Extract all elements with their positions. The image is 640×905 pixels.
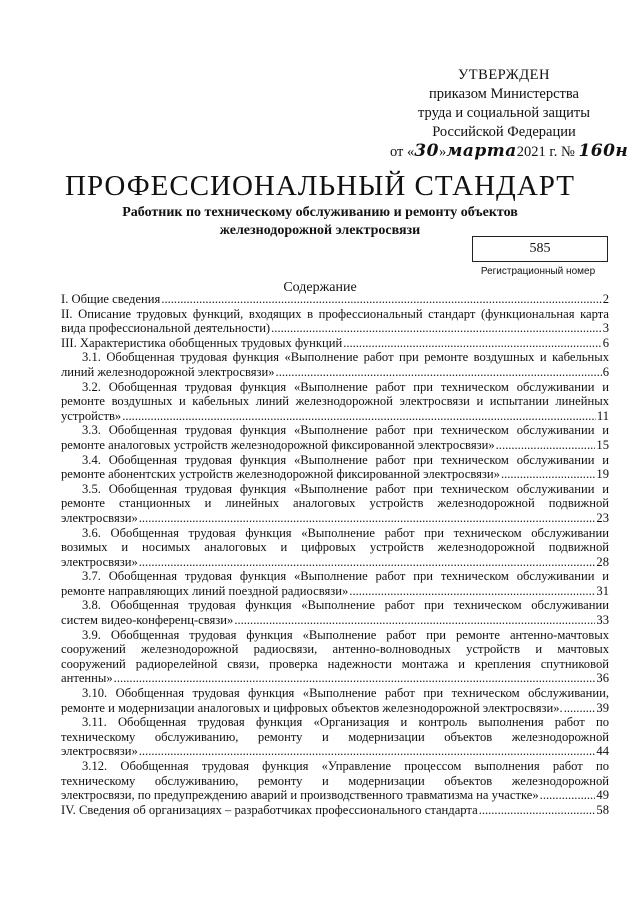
toc-leader-dots [343,336,602,351]
toc-page-number: 3 [602,321,609,336]
toc-entry-text: ремонте направляющих линий поездной радиосвязи» [61,583,349,598]
approval-stamp [390,66,629,162]
registration-number-box: 585 [472,236,608,262]
toc-page-number: 19 [596,467,609,482]
toc-page-number: 2 [602,292,609,306]
toc-page-number: 36 [596,671,609,686]
toc-entry-text: 3.2. Обобщенная трудовая функция «Выполнение работ при техническом обслуживании и [82,379,609,394]
toc-entry [61,715,609,759]
toc-leader-dots [271,321,602,336]
toc-entry-text: 3.3. Обобщенная трудовая функция «Выполнение работ при техническом обслуживании и [82,423,609,438]
toc-title: Содержание [283,280,357,295]
toc-entry-text: электросвязи, по предупреждению аварий и производственного травматизма на участке» [61,788,539,803]
toc-entry-text: техническому обслуживанию, ремонту и модернизации объектов железнодорожной [61,773,609,788]
approval-date: от «30»марта2021 г. № 160н [390,141,629,161]
toc-leader-dots [501,467,595,482]
toc-entry-text: линий железнодорожной электросвязи» [61,364,275,379]
document-subtitle [0,204,640,240]
toc-entry-text: ремонте станционных и линейных аналоговых устройств железнодорожной подвижной [61,496,609,511]
handwritten-day: 30 [414,141,439,161]
toc-entry-text: 3.5. Обобщенная трудовая функция «Выполнение работ при техническом обслуживании и [82,481,609,496]
toc-entry-text: ремонте абонентских устройств железнодорожной фиксированной электросвязи» [61,467,500,482]
toc-page-number: 23 [596,510,609,525]
toc-entry [61,350,609,379]
toc-page-number: 39 [596,700,609,715]
toc-entry-text: сооружений радиорелейной связи, проверка надежности монтажа и крепления спутниковой [61,656,609,671]
toc-entry [61,803,609,818]
toc-entry [61,380,609,424]
toc-leader-dots [479,803,596,818]
toc-entry-text: ремонте и модернизации аналоговых и цифровых объектов железнодорожной электросвязи». [61,700,563,715]
toc-entry [61,759,609,803]
toc-entry-text: электросвязи» [61,510,138,525]
toc-entry [61,526,609,570]
toc-entry [61,336,609,351]
toc-entry-text: 3.10. Обобщенная трудовая функция «Выполнение работ при техническом обслуживании, [82,686,609,701]
toc-page-number: 15 [596,437,609,452]
toc-entry [61,482,609,526]
toc-entry [61,307,609,336]
toc-page-number: 31 [596,583,609,598]
toc-leader-dots [139,744,596,759]
approval-heading: УТВЕРЖДЕН [458,67,550,83]
toc-leader-dots [234,613,595,628]
toc-entry-text: 3.11. Обобщенная трудовая функция «Организация и контроль выполнения работ по [82,715,609,730]
document-title: ПРОФЕССИОНАЛЬНЫЙ СТАНДАРТ [65,170,575,202]
toc-entry-text: систем видео-конференц-связи» [61,613,234,628]
toc-entry-text: I. Общие сведения [61,292,161,306]
toc-page-number: 28 [596,554,609,569]
toc-page-number: 49 [596,788,609,803]
toc-leader-dots [114,671,596,686]
approval-line: приказом Министерства [429,86,579,102]
toc-entry-text: ремонте аналоговых устройств железнодорожной фиксированной электросвязи» [61,437,495,452]
toc-entry-text: устройств» [61,408,122,423]
toc-entry [61,686,609,715]
toc-page-number: 6 [602,364,609,379]
toc-leader-dots [564,701,596,716]
toc-entry-text: техническому обслуживанию, ремонту и модернизации объектов железнодорожной [61,729,609,744]
toc-page-number: 33 [596,613,609,628]
toc-leader-dots [540,788,596,803]
toc-entry-text: 3.7. Обобщенная трудовая функция «Выполнение работ при техническом обслуживании и [82,569,609,584]
toc-leader-dots [349,584,595,599]
toc-page-number: 44 [596,744,609,759]
toc-leader-dots [496,438,596,453]
approval-line: труда и социальной защиты [418,105,590,121]
subtitle-line: Работник по техническому обслуживанию и ремонту объектов [122,205,518,220]
subtitle-line: железнодорожной электросвязи [219,223,421,238]
toc-entry [61,598,609,627]
toc-page-number: 58 [596,802,609,817]
toc-leader-dots [122,409,596,424]
toc-entry [61,423,609,452]
toc-page-number: 11 [596,408,609,423]
toc-entry [61,569,609,598]
toc-entry-text: вида профессиональной деятельности) [61,321,271,336]
toc-entry-text: III. Характеристика обобщенных трудовых функций [61,335,343,350]
toc-entry-text: II. Описание трудовых функций, входящих в профессиональный стандарт (функциональная карта [61,306,609,321]
toc-entry-text: 3.6. Обобщенная трудовая функция «Выполнение работ при техническом обслуживании [82,525,609,540]
toc-entry-text: ремонте воздушных и кабельных линий железнодорожной электросвязи и испытании линейных [61,394,609,409]
toc-entry-text: IV. Сведения об организациях – разработчиках профессионального стандарта [61,802,478,817]
toc-leader-dots [161,292,601,307]
toc-entry [61,292,609,307]
toc-entry-text: электросвязи» [61,744,138,759]
toc-entry [61,628,609,686]
table-of-contents [61,292,609,817]
toc-entry-text: электросвязи» [61,554,138,569]
toc-leader-dots [139,511,596,526]
toc-page-number: 6 [602,335,609,350]
toc-entry-text: 3.9. Обобщенная трудовая функция «Выполнение работ при ремонте антенно-мачтовых [82,627,609,642]
registration-number-label: Регистрационный номер [480,266,596,277]
toc-entry-text: возимых и носимых аналоговых и цифровых устройств железнодорожной подвижной [61,540,609,555]
toc-entry [61,453,609,482]
approval-line: Российской Федерации [432,124,576,140]
toc-entry-text: 3.12. Обобщенная трудовая функция «Управление процессом выполнения работ по [82,759,609,773]
toc-entry-text: сооружений железнодорожной радиосвязи, антенно-волноводных устройств и мачтовых [61,642,609,657]
toc-entry-text: антенны» [61,671,113,686]
toc-entry-text: 3.4. Обобщенная трудовая функция «Выполнение работ при техническом обслуживании и [82,452,609,467]
toc-leader-dots [276,365,602,380]
toc-entry-text: 3.1. Обобщенная трудовая функция «Выполнение работ при ремонте воздушных и кабельных [82,350,609,365]
toc-entry-text: 3.8. Обобщенная трудовая функция «Выполнение работ при техническом обслуживании [82,598,609,613]
toc-leader-dots [139,555,596,570]
handwritten-number: 160н [578,141,629,161]
handwritten-month: марта [446,141,517,161]
